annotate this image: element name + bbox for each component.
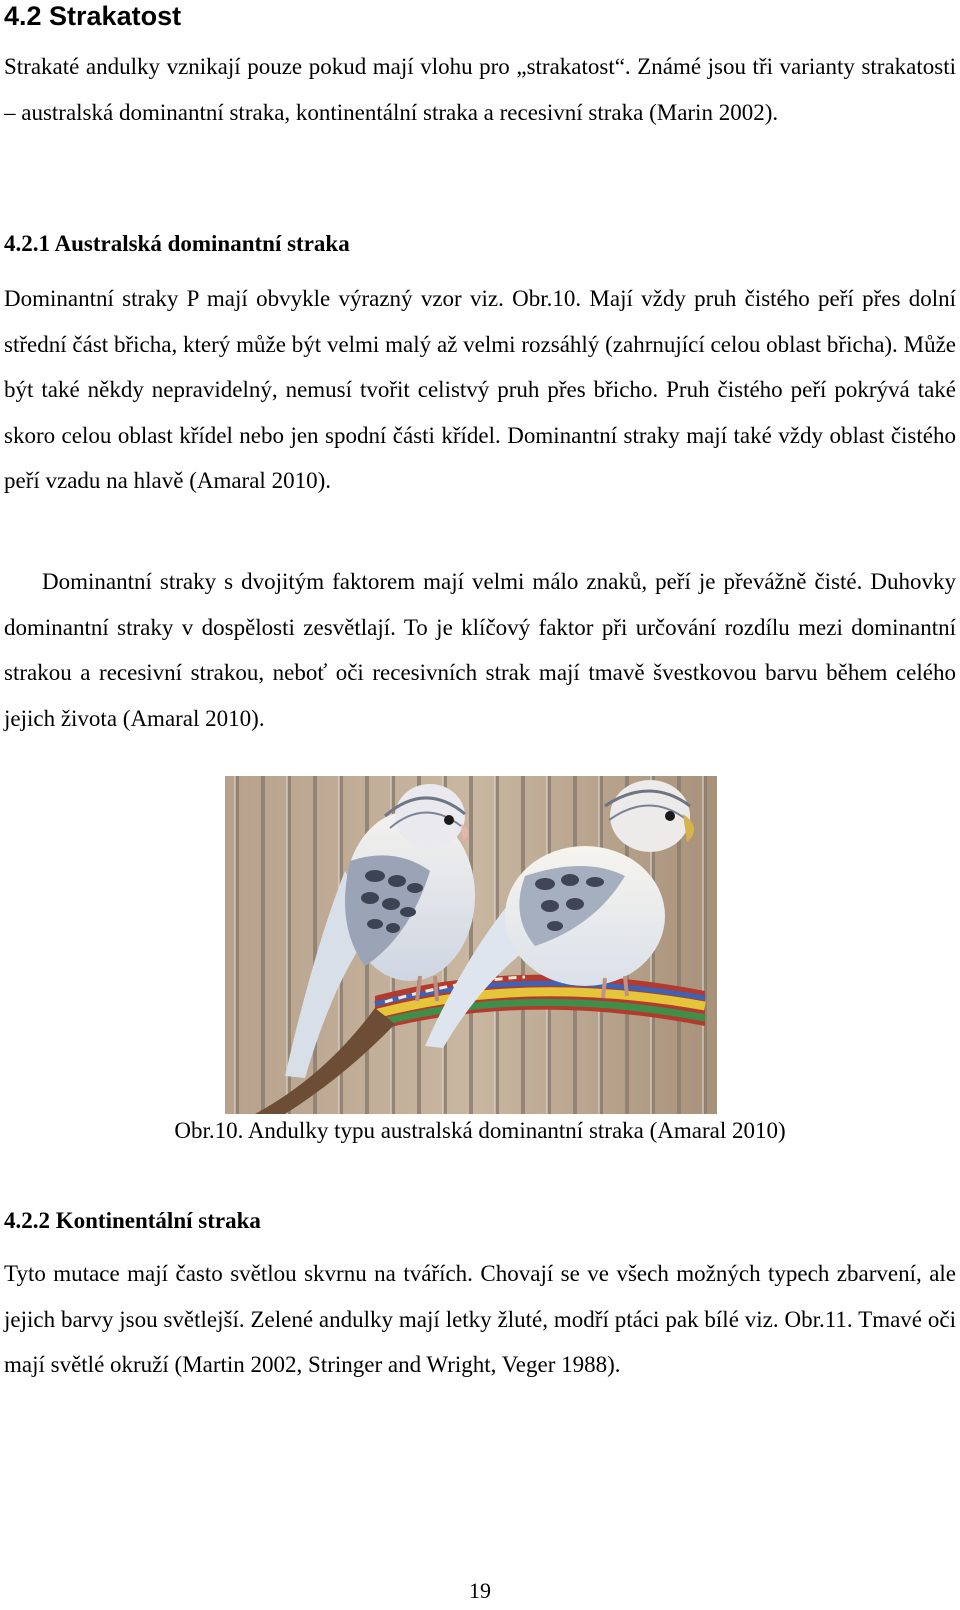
- subsection-1-paragraph-2: Dominantní straky s dvojitým faktorem mají velmi málo znaků, peří je převážně čisté. Duhovky dominantní straky v dospělosti zesvětlají. To je klíčový faktor při určování rozdílu mezi dominantní strakou a recesivní strakou, neboť oči recesivních strak mají tmavě švestkovou barvu během celého jejich života (Amaral 2010).: [4, 569, 956, 731]
- budgerigar-photo: [225, 776, 717, 1114]
- figure-caption: Obr.10. Andulky typu australská dominantní straka (Amaral 2010): [174, 1118, 786, 1143]
- subsection-heading-continental: 4.2.2 Kontinentální straka: [4, 1208, 261, 1233]
- subsection-heading-australian: 4.2.1 Australská dominantní straka: [4, 231, 350, 256]
- subsection-2-paragraph-1: Tyto mutace mají často světlou skvrnu na tvářích. Chovají se ve všech možných typech zbarvení, ale jejich barvy jsou světlejší. Zelené andulky mají letky žluté, modří ptáci pak bílé viz. Obr.11. Tmavé oči mají světlé okruží (Martin 2002, Stringer and Wright, Veger 1988).: [4, 1261, 956, 1378]
- section-heading: 4.2 Strakatost: [4, 1, 182, 31]
- subsection-1-paragraph-1: Dominantní straky P mají obvykle výrazný vzor viz. Obr.10. Mají vždy pruh čistého peří přes dolní střední část břicha, který může být velmi malý až velmi rozsáhlý (zahrnující celou oblast břicha). Může být také někdy nepravidelný, nemusí tvořit celistvý pruh přes břicho. Pruh čistého peří pokrývá také skoro celou oblast křídel nebo jen spodní části křídel. Dominantní straky mají také vždy oblast čistého peří vzadu na hlavě (Amaral 2010).: [4, 286, 956, 494]
- section-intro-paragraph: Strakaté andulky vznikají pouze pokud mají vlohu pro „strakatost“. Známé jsou tři varianty strakatosti – australská dominantní straka, kontinentální straka a recesivní straka (Marin 2002).: [4, 54, 956, 125]
- page-number: 19: [469, 1578, 491, 1603]
